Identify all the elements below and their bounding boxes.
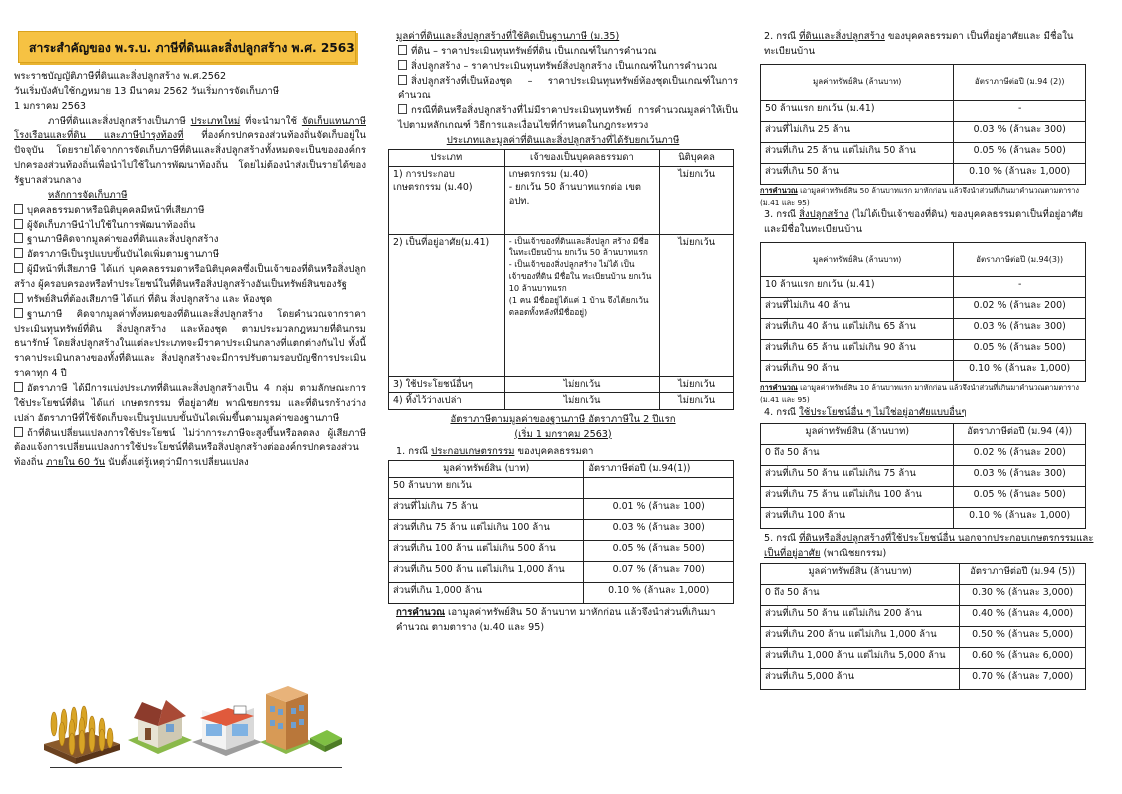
- checkbox-icon: [398, 60, 407, 70]
- table-row: [761, 486, 1086, 507]
- checkbox-icon: [14, 308, 23, 318]
- case-2-heading: 2. กรณี ที่ดินและสิ่งปลูกสร้าง ของบุคคลธรรมดา เป็นที่อยู่อาศัยและ มีชื่อในทะเบียนบ้าน: [764, 31, 1074, 57]
- table-cell: 50 ล้านแรก ยกเว้น (ม.41): [761, 100, 954, 121]
- table-row: [761, 444, 1086, 465]
- principles-list: [14, 204, 366, 471]
- table-row: [389, 498, 734, 519]
- list-item: ผู้มีหน้าที่เสียภาษี ได้แก่ บุคคลธรรมดาหรือนิติบุคคลซึ่งเป็นเจ้าของที่ดินหรือสิ่งปลูกสร้าง ผู้ครอบครองหรือทำประโยชน์ในที่ดินหรือสิ่งปลูกสร้างอันเป็นทรัพย์สินของรัฐ: [14, 264, 366, 291]
- checkbox-icon: [14, 382, 23, 392]
- table-row: [389, 561, 734, 582]
- table-row: [761, 606, 1086, 627]
- calculation-note: การคำนวณ เอามูลค่าทรัพย์สิน 50 ล้านบาท มาหักก่อน แล้วจึงนำส่วนที่เกินมาคำนวณ ตามตาราง (ม.40 และ 95): [396, 606, 716, 633]
- table-cell: 0.03 % (ล้านละ 300): [584, 519, 734, 540]
- checkbox-icon: [14, 204, 23, 214]
- table-header: อัตราภาษีต่อปี (ม.94 (2)): [954, 64, 1086, 100]
- calculation-note: การคำนวณ เอามูลค่าทรัพย์สิน 50 ล้านบาทแรก มาหักก่อน แล้วจึงนำส่วนที่เกินมาคำนวณตามตาราง (ม.41 และ 95): [760, 185, 1079, 207]
- exemption-table: [388, 149, 734, 410]
- illustration-baseline: [50, 767, 342, 768]
- table-cell: 0 ถึง 50 ล้าน: [761, 444, 954, 465]
- table-cell: ส่วนที่ไม่เกิน 40 ล้าน: [761, 298, 954, 319]
- overview-paragraph: ภาษีที่ดินและสิ่งปลูกสร้างเป็นภาษี ประเภทใหม่ ที่จะนำมาใช้ จัดเก็บแทนภาษีโรงเรือนและที่ดิน และภาษีบำรุงท้องที่ ที่องค์กรปกครองส่วนท้องถิ่นจัดเก็บอยู่ในปัจจุบัน โดยรายได้จากการจัดเก็บภาษีที่ดินและสิ่งปลูกสร้างทั้งหมดจะเป็นขององค์กรปกครองส่วนท้องถิ่นเพื่อนำไปใช้ในการพัฒนาท้องถิ่น โดยไม่ต้องนำส่งเป็นรายได้ของรัฐบาลส่วนกลาง: [14, 115, 366, 187]
- table-cell: - เป็นเจ้าของที่ดินและสิ่งปลูก สร้าง มีชื่อในทะเบียนบ้าน ยกเว้น 50 ล้านบาทแรก - เป็นเจ้าของสิ่งปลูกสร้าง ไม่ได้ เป็นเจ้าของที่ดิน มีชื่อใน ทะเบียนบ้าน ยกเว้น 10 ล้านบาทแรก (1 คน มีชื่ออยู่ได้แค่ 1 บ้าน จึงได้ยกเว้นตลอดทั้งหลังที่มีชื่ออยู่): [504, 234, 659, 376]
- commercial-rate-table: [760, 563, 1086, 690]
- table-cell: 2) เป็นที่อยู่อาศัย(ม.41): [389, 234, 505, 376]
- table-cell: 0.02 % (ล้านละ 200): [954, 444, 1086, 465]
- table-header: เจ้าของเป็นบุคคลธรรมดา: [504, 149, 659, 166]
- table-cell: ไม่ยกเว้น: [504, 393, 659, 410]
- other-use-rate-table: [760, 423, 1086, 529]
- table-cell: 0.70 % (ล้านละ 7,000): [960, 669, 1086, 690]
- list-item: ผู้จัดเก็บภาษีนำไปใช้ในการพัฒนาท้องถิ่น: [14, 219, 366, 234]
- table-row: [389, 166, 734, 234]
- table-cell: 50 ล้านบาท ยกเว้น: [389, 477, 584, 498]
- table-header-row: [389, 149, 734, 166]
- table-row: [761, 100, 1086, 121]
- table-row: [389, 477, 734, 498]
- list-item: สิ่งปลูกสร้างที่เป็นห้องชุด – ราคาประเมินทุนทรัพย์ห้องชุดเป็นเกณฑ์ในการคำนวณ: [398, 75, 738, 102]
- table-cell: ไม่ยกเว้น: [660, 166, 734, 234]
- table-cell: ส่วนที่ไม่เกิน 25 ล้าน: [761, 121, 954, 142]
- table-cell: ส่วนที่เกิน 75 ล้าน แต่ไม่เกิน 100 ล้าน: [761, 486, 954, 507]
- table-cell: 0.05 % (ล้านละ 500): [954, 486, 1086, 507]
- table-header: มูลค่าทรัพย์สิน (ล้านบาท): [761, 423, 954, 444]
- intro-line: 1 มกราคม 2563: [14, 100, 87, 112]
- table-row: [761, 163, 1086, 184]
- column-tax-base: [388, 30, 738, 636]
- table-cell: 0.10 % (ล้านละ 1,000): [954, 507, 1086, 528]
- list-item: ถ้าที่ดินเปลี่ยนแปลงการใช้ประโยชน์ ไม่ว่าการะภาษีจะสูงขึ้นหรือลดลง ผู้เสียภาษีต้องแจ้งการเปลี่ยนแปลงการใช้ประโยชน์ที่ดินหรือสิ่งปลูกสร้างต่อองค์กรปกครองส่วนท้องถิ่น ภายใน 60 วัน นับตั้งแต่รู้เหตุว่ามีการเปลี่ยนแปลง: [14, 427, 366, 469]
- list-item: ทรัพย์สินที่ต้องเสียภาษี ได้แก่ ที่ดิน สิ่งปลูกสร้าง และ ห้องชุด: [14, 293, 366, 308]
- house-icon: [128, 700, 192, 754]
- exempt-heading: ประเภทและมูลค่าที่ดินและสิ่งปลูกสร้างที่ได้รับยกเว้นภาษี: [446, 135, 680, 147]
- table-header-row: [389, 461, 734, 478]
- table-row: [761, 298, 1086, 319]
- table-cell: -: [954, 277, 1086, 298]
- table-cell: 0.03 % (ล้านละ 300): [954, 319, 1086, 340]
- table-cell: 0.05 % (ล้านละ 500): [584, 540, 734, 561]
- list-item: อัตราภาษีเป็นรูปแบบขั้นบันไดเพิ่มตามฐานภาษี: [14, 248, 366, 263]
- table-cell: 10 ล้านแรก ยกเว้น (ม.41): [761, 277, 954, 298]
- table-row: [761, 121, 1086, 142]
- principles-heading: หลักการจัดเก็บภาษี: [48, 189, 128, 201]
- table-row: [761, 277, 1086, 298]
- table-row: [389, 582, 734, 603]
- property-illustration: [42, 684, 342, 768]
- checkbox-icon: [14, 293, 23, 303]
- checkbox-icon: [398, 104, 407, 114]
- table-cell: ส่วนที่เกิน 5,000 ล้าน: [761, 669, 960, 690]
- table-cell: ส่วนที่เกิน 500 ล้าน แต่ไม่เกิน 1,000 ล้าน: [389, 561, 584, 582]
- rate-heading: อัตราภาษีตามมูลค่าของฐานภาษี อัตราภาษีใน 2 ปีแรก: [450, 413, 676, 425]
- table-row: [389, 234, 734, 376]
- checkbox-icon: [14, 263, 23, 273]
- agriculture-rate-table: [388, 460, 734, 604]
- table-header: อัตราภาษีต่อปี (ม.94(1)): [584, 461, 734, 478]
- list-item: ที่ดิน – ราคาประเมินทุนทรัพย์ที่ดิน เป็นเกณฑ์ในการคำนวณ: [388, 45, 738, 60]
- column-rates: [760, 30, 1096, 690]
- table-header: นิติบุคคล: [660, 149, 734, 166]
- table-cell: ส่วนที่ไม่เกิน 75 ล้าน: [389, 498, 584, 519]
- checkbox-icon: [14, 427, 23, 437]
- table-header: มูลค่าทรัพย์สิน (ล้านบาท): [761, 64, 954, 100]
- table-cell: ส่วนที่เกิน 50 ล้าน: [761, 163, 954, 184]
- table-cell: ไม่ยกเว้น: [504, 376, 659, 393]
- table-header-row: [761, 564, 1086, 585]
- rate-heading-date: (เริ่ม 1 มกราคม 2563): [514, 428, 612, 440]
- table-cell: ส่วนที่เกิน 50 ล้าน แต่ไม่เกิน 75 ล้าน: [761, 465, 954, 486]
- table-row: [761, 142, 1086, 163]
- table-header-row: [761, 64, 1086, 100]
- table-cell: 0.40 % (ล้านละ 4,000): [960, 606, 1086, 627]
- checkbox-icon: [14, 233, 23, 243]
- list-item: อัตราภาษี ได้มีการแบ่งประเภทที่ดินและสิ่งปลูกสร้างเป็น 4 กลุ่ม ตามลักษณะการใช้ประโยชน์ที่ดิน ได้แก่ เกษตรกรรม ที่อยู่อาศัย พาณิชยกรรม และที่ดินรกร้างว่างเปล่า อัตราภาษีที่ใช้จัดเก็บจะเป็นรูปแบบขั้นบันไดเพิ่มขึ้นตามมูลค่าของฐานภาษี: [14, 383, 366, 424]
- table-cell: ส่วนที่เกิน 100 ล้าน: [761, 507, 954, 528]
- table-header-row: [761, 243, 1086, 277]
- page-title: สาระสำคัญของ พ.ร.บ. ภาษีที่ดินและสิ่งปลูกสร้าง พ.ศ. 2563: [29, 41, 355, 55]
- table-cell: ส่วนที่เกิน 65 ล้าน แต่ไม่เกิน 90 ล้าน: [761, 340, 954, 361]
- table-row: [761, 361, 1086, 382]
- building-owner-rate-table: [760, 242, 1086, 382]
- table-row: [389, 376, 734, 393]
- list-item: สิ่งปลูกสร้าง – ราคาประเมินทุนทรัพย์สิ่งปลูกสร้าง เป็นเกณฑ์ในการคำนวณ: [388, 60, 738, 75]
- building-icon: [260, 686, 314, 754]
- table-header: อัตราภาษีต่อปี (ม.94(3)): [954, 243, 1086, 277]
- table-cell: 1) การประกอบเกษตรกรรม (ม.40): [389, 166, 505, 234]
- calculation-note: การคำนวณ เอามูลค่าทรัพย์สิน 10 ล้านบาทแรก มาหักก่อน แล้วจึงนำส่วนที่เกินมาคำนวณตามตาราง (ม.41 และ 95): [760, 383, 1079, 404]
- table-header: มูลค่าทรัพย์สิน (ล้านบาท): [761, 243, 954, 277]
- table-header: อัตราภาษีต่อปี (ม.94 (5)): [960, 564, 1086, 585]
- table-header: อัตราภาษีต่อปี (ม.94 (4)): [954, 423, 1086, 444]
- table-cell: 0.05 % (ล้านละ 500): [954, 340, 1086, 361]
- table-cell: ไม่ยกเว้น: [660, 376, 734, 393]
- intro-line: พระราชบัญญัติภาษีที่ดินและสิ่งปลูกสร้าง พ.ศ.2562: [14, 71, 227, 82]
- table-cell: 0.01 % (ล้านละ 100): [584, 498, 734, 519]
- table-row: [761, 465, 1086, 486]
- residential-rate-table: [760, 64, 1086, 185]
- table-header: มูลค่าทรัพย์สิน (บาท): [389, 461, 584, 478]
- list-item: ฐานภาษี คิดจากมูลค่าทั้งหมดของที่ดินและสิ่งปลูกสร้าง โดยคำนวณจากราคาประเมินทุนทรัพย์ที่ดิน สิ่งปลูกสร้าง และห้องชุด ตามประมวลกฎหมายที่ดินกรมธนารักษ์ โดยสิ่งปลูกสร้างในแต่ละประเภทจะมีราคาประเมินกลางที่แตกต่างกันไป ทั้งนี้ ราคาประเมินกลางของทั้งที่ดินและ สิ่งปลูกสร้างจะมีการปรับตามรอบบัญชีการประเมินราคาทุก 4 ปี: [14, 308, 366, 380]
- table-cell: -: [954, 100, 1086, 121]
- table-cell: 0.30 % (ล้านละ 3,000): [960, 585, 1086, 606]
- list-item: บุคคลธรรมดาหรือนิติบุคคลมีหน้าที่เสียภาษี: [14, 204, 366, 219]
- table-cell: ส่วนที่เกิน 40 ล้าน แต่ไม่เกิน 65 ล้าน: [761, 319, 954, 340]
- table-row: [761, 319, 1086, 340]
- checkbox-icon: [14, 219, 23, 229]
- table-cell: ส่วนที่เกิน 90 ล้าน: [761, 361, 954, 382]
- table-row: [761, 648, 1086, 669]
- table-row: [761, 669, 1086, 690]
- table-cell: ไม่ยกเว้น: [660, 234, 734, 376]
- table-row: [761, 507, 1086, 528]
- list-item: กรณีที่ดินหรือสิ่งปลูกสร้างที่ไม่มีราคาประเมินทุนทรัพย์ การคำนวณมูลค่าให้เป็นไปตามหลักเกณฑ์ วิธีการและเงื่อนไขที่กำหนดในกฎกระทรวง: [398, 105, 738, 132]
- case-5-heading: 5. กรณี ที่ดินหรือสิ่งปลูกสร้างที่ใช้ประโยชน์อื่น นอกจากประกอบเกษตรกรรมและเป็นที่อยู่อาศัย (พาณิชยกรรม): [764, 532, 1094, 559]
- table-cell: 0.10 % (ล้านละ 1,000): [584, 582, 734, 603]
- case-4-heading: 4. กรณี ใช้ประโยชน์อื่น ๆ ไม่ใช่อยู่อาศัยแบบอื่นๆ: [764, 406, 967, 418]
- checkbox-icon: [14, 248, 23, 258]
- table-cell: ส่วนที่เกิน 75 ล้าน แต่ไม่เกิน 100 ล้าน: [389, 519, 584, 540]
- table-cell: 0 ถึง 50 ล้าน: [761, 585, 960, 606]
- title-banner: [18, 31, 356, 63]
- table-cell: ส่วนที่เกิน 100 ล้าน แต่ไม่เกิน 500 ล้าน: [389, 540, 584, 561]
- table-cell: ส่วนที่เกิน 50 ล้าน แต่ไม่เกิน 200 ล้าน: [761, 606, 960, 627]
- table-cell: 0.60 % (ล้านละ 6,000): [960, 648, 1086, 669]
- table-cell: [584, 477, 734, 498]
- table-cell: ไม่ยกเว้น: [660, 393, 734, 410]
- table-row: [389, 519, 734, 540]
- checkbox-icon: [398, 75, 407, 85]
- table-cell: 0.03 % (ล้านละ 300): [954, 465, 1086, 486]
- tax-base-heading: มูลค่าที่ดินและสิ่งปลูกสร้างที่ใช้คิดเป็นฐานภาษี (ม.35): [396, 31, 620, 42]
- case-3-heading: 3. กรณี สิ่งปลูกสร้าง (ไม่ได้เป็นเจ้าของที่ดิน) ของบุคคลธรรมดาเป็นที่อยู่อาศัยและมีชื่อในทะเบียนบ้าน: [764, 209, 1084, 236]
- table-cell: ส่วนที่เกิน 1,000 ล้าน แต่ไม่เกิน 5,000 ล้าน: [761, 648, 960, 669]
- table-header: มูลค่าทรัพย์สิน (ล้านบาท): [761, 564, 960, 585]
- table-cell: 3) ใช้ประโยชน์อื่นๆ: [389, 376, 505, 393]
- list-item: ฐานภาษีคิดจากมูลค่าของที่ดินและสิ่งปลูกสร้าง: [14, 233, 366, 248]
- table-row: [389, 540, 734, 561]
- table-cell: 0.03 % (ล้านละ 300): [954, 121, 1086, 142]
- table-cell: 0.05 % (ล้านละ 500): [954, 142, 1086, 163]
- table-cell: 0.02 % (ล้านละ 200): [954, 298, 1086, 319]
- table-header-row: [761, 423, 1086, 444]
- table-cell: 0.10 % (ล้านละ 1,000): [954, 163, 1086, 184]
- table-row: [761, 585, 1086, 606]
- table-cell: เกษตรกรรม (ม.40) - ยกเว้น 50 ล้านบาทแรกต่อ เขต อปท.: [504, 166, 659, 234]
- table-row: [761, 340, 1086, 361]
- grass-tile-icon: [310, 730, 342, 752]
- table-cell: 4) ทิ้งไว้ว่างเปล่า: [389, 393, 505, 410]
- table-cell: ส่วนที่เกิน 200 ล้าน แต่ไม่เกิน 1,000 ล้าน: [761, 627, 960, 648]
- table-row: [389, 393, 734, 410]
- intro-line: วันเริ่มบังคับใช้กฎหมาย 13 มีนาคม 2562 วันเริ่มการจัดเก็บภาษี: [14, 85, 280, 97]
- table-header: ประเภท: [389, 149, 505, 166]
- table-cell: 0.50 % (ล้านละ 5,000): [960, 627, 1086, 648]
- column-overview: [14, 70, 366, 471]
- case-1-heading: 1. กรณี ประกอบเกษตรกรรม ของบุคคลธรรมดา: [396, 446, 594, 458]
- table-cell: ส่วนที่เกิน 25 ล้าน แต่ไม่เกิน 50 ล้าน: [761, 142, 954, 163]
- table-cell: 0.10 % (ล้านละ 1,000): [954, 361, 1086, 382]
- shop-icon: [192, 706, 262, 756]
- table-cell: 0.07 % (ล้านละ 700): [584, 561, 734, 582]
- table-cell: ส่วนที่เกิน 1,000 ล้าน: [389, 582, 584, 603]
- table-row: [761, 627, 1086, 648]
- wheat-field-icon: [44, 706, 120, 764]
- checkbox-icon: [398, 45, 407, 55]
